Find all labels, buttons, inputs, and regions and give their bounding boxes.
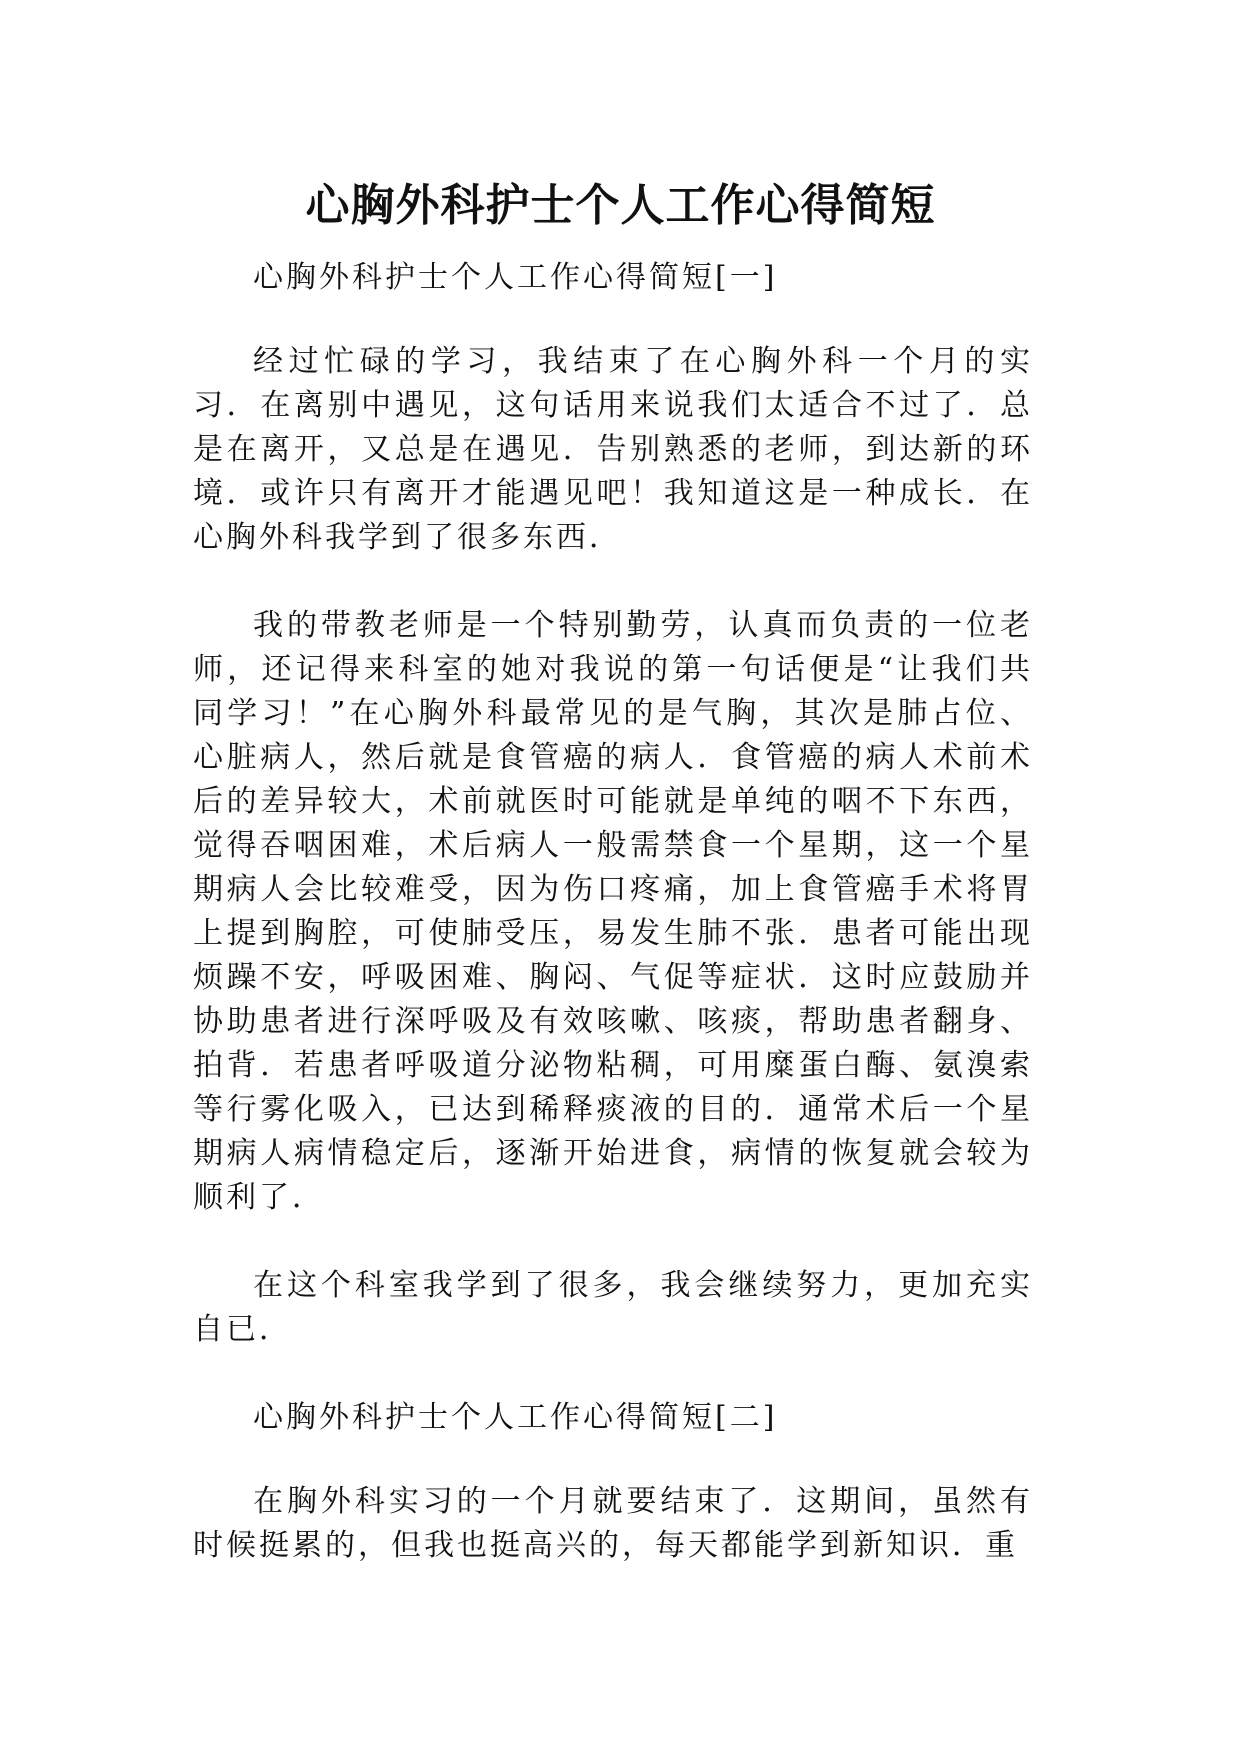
section-heading-2: 心胸外科护士个人工作心得简短[二] [253, 1400, 778, 1435]
section-heading-1: 心胸外科护士个人工作心得简短[一] [253, 260, 778, 295]
paragraph: 我的带教老师是一个特别勤劳，认真而负责的一位老师，还记得来科室的她对我说的第一句话便是“让我们共同学习！”在心胸外科最常见的是气胸，其次是肺占位、心脏病人，然后就是食管癌的病人．食管癌的病人术前术后的差异较大，术前就医时可能就是单纯的咽不下东西，觉得吞咽困难，术后病人一般需禁食一个星期，这一个星期病人会比较难受，因为伤口疼痛，加上食管癌手术将胃上提到胸腔，可使肺受压，易发生肺不张．患者可能出现烦躁不安，呼吸困难、胸闷、气促等症状．这时应鼓励并协助患者进行深呼吸及有效咳嗽、咳痰，帮助患者翻身、拍背．若患者呼吸道分泌物粘稠，可用糜蛋白酶、氨溴索等行雾化吸入，已达到稀释痰液的目的．通常术后一个星期病人病情稳定后，逐渐开始进食，病情的恢复就会较为顺利了． [193, 608, 1033, 1215]
document-body [193, 256, 1033, 1612]
document-title: 心胸外科护士个人工作心得简短 [305, 180, 936, 231]
paragraph: 在这个科室我学到了很多，我会继续努力，更加充实自已． [193, 1268, 1033, 1347]
paragraph: 在胸外科实习的一个月就要结束了．这期间，虽然有时候挺累的，但我也挺高兴的，每天都能学到新知识．重 [193, 1484, 1033, 1563]
paragraph: 经过忙碌的学习，我结束了在心胸外科一个月的实习．在离别中遇见，这句话用来说我们太适合不过了．总是在离开，又总是在遇见．告别熟悉的老师，到达新的环境．或许只有离开才能遇见吧！我知道这是一种成长．在心胸外科我学到了很多东西． [193, 344, 1033, 555]
